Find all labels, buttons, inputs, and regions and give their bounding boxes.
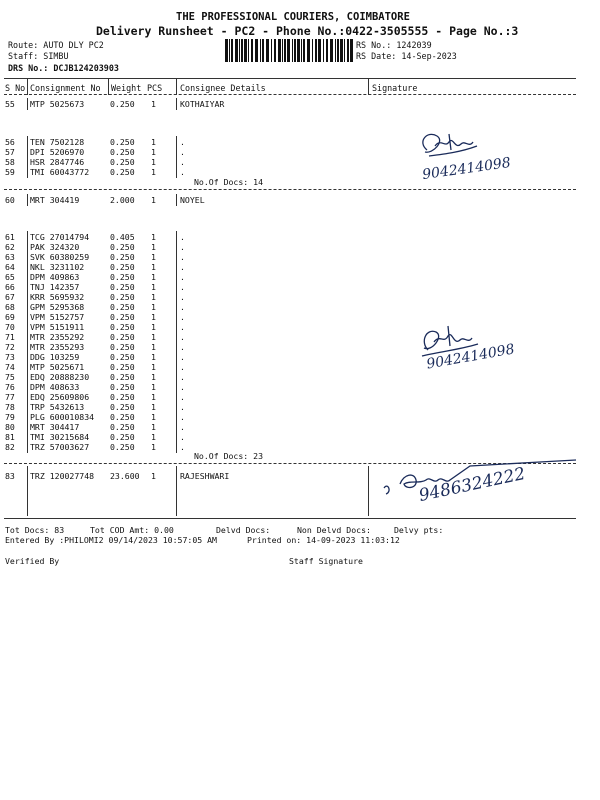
row-consignment: MRT 304417 bbox=[30, 422, 80, 432]
row-weight: 0.250 bbox=[110, 272, 135, 282]
row-weight: 0.250 bbox=[110, 167, 135, 177]
row-weight: 0.250 bbox=[110, 342, 135, 352]
row-sno: 58 bbox=[5, 157, 15, 167]
barcode-bar bbox=[248, 39, 249, 62]
entered-by: Entered By :PHILOMI2 09/14/2023 10:57:05 AM bbox=[5, 535, 217, 545]
row-consignment: MTR 2355292 bbox=[30, 332, 85, 342]
row-consignee: . bbox=[180, 282, 185, 292]
row-weight: 2.000 bbox=[110, 195, 135, 205]
barcode-bar bbox=[229, 39, 230, 62]
row-pcs: 1 bbox=[151, 352, 156, 362]
row-consignment: HSR 2847746 bbox=[30, 157, 85, 167]
row-sno: 75 bbox=[5, 372, 15, 382]
barcode-bar bbox=[323, 39, 324, 62]
row-sep bbox=[176, 466, 177, 516]
col-sep bbox=[368, 79, 369, 95]
row-sno: 76 bbox=[5, 382, 15, 392]
row-pcs: 1 bbox=[151, 99, 156, 109]
table-row bbox=[0, 195, 580, 205]
row-pcs: 1 bbox=[151, 302, 156, 312]
table-row bbox=[0, 242, 580, 252]
staff-signature: Staff Signature bbox=[289, 556, 363, 566]
row-weight: 0.250 bbox=[110, 412, 135, 422]
row-consignee: . bbox=[180, 272, 185, 282]
barcode-bar bbox=[282, 39, 283, 62]
row-consignee: . bbox=[180, 392, 185, 402]
header-bottom-rule bbox=[4, 94, 576, 95]
barcode-bar bbox=[231, 39, 233, 62]
row-sno: 77 bbox=[5, 392, 15, 402]
header-top-rule bbox=[4, 78, 576, 79]
row-consignment: TEN 7502128 bbox=[30, 137, 85, 147]
table-row bbox=[0, 442, 580, 452]
row-pcs: 1 bbox=[151, 195, 156, 205]
row-weight: 0.250 bbox=[110, 147, 135, 157]
row-weight: 0.250 bbox=[110, 332, 135, 342]
row-consignee: KOTHAIYAR bbox=[180, 99, 225, 109]
barcode-bar bbox=[297, 39, 300, 62]
row-consignment: NKL 3231102 bbox=[30, 262, 85, 272]
row-pcs: 1 bbox=[151, 322, 156, 332]
table-row bbox=[0, 412, 580, 422]
row-consignment: MRT 304419 bbox=[30, 195, 80, 205]
table-row bbox=[0, 312, 580, 322]
barcode-bar bbox=[244, 39, 247, 62]
row-sno: 62 bbox=[5, 242, 15, 252]
table-row bbox=[0, 99, 580, 109]
docs-count: No.Of Docs: 23 bbox=[194, 451, 264, 461]
row-pcs: 1 bbox=[151, 137, 156, 147]
barcode-bar bbox=[350, 39, 353, 62]
row-sep bbox=[176, 194, 177, 206]
non-delivered-docs: Non Delvd Docs: bbox=[297, 525, 371, 535]
row-sno: 56 bbox=[5, 137, 15, 147]
col-sep bbox=[27, 79, 28, 95]
row-pcs: 1 bbox=[151, 392, 156, 402]
row-pcs: 1 bbox=[151, 167, 156, 177]
row-sep bbox=[176, 231, 177, 453]
row-weight: 0.250 bbox=[110, 362, 135, 372]
row-sep bbox=[368, 466, 369, 516]
barcode-bar bbox=[262, 39, 264, 62]
barcode-bar bbox=[303, 39, 305, 62]
col-consignee: Consignee Details bbox=[180, 83, 266, 93]
row-pcs: 1 bbox=[151, 402, 156, 412]
row-pcs: 1 bbox=[151, 332, 156, 342]
row-weight: 0.250 bbox=[110, 382, 135, 392]
row-sno: 79 bbox=[5, 412, 15, 422]
row-sep bbox=[27, 98, 28, 110]
row-pcs: 1 bbox=[151, 422, 156, 432]
rs-date: RS Date: 14-Sep-2023 bbox=[356, 51, 457, 61]
row-consignment: DPM 409863 bbox=[30, 272, 80, 282]
row-consignment: TRZ 120027748 bbox=[30, 471, 95, 481]
row-pcs: 1 bbox=[151, 147, 156, 157]
barcode-bar bbox=[241, 39, 243, 62]
row-sno: 67 bbox=[5, 292, 15, 302]
row-consignment: EDQ 25609806 bbox=[30, 392, 90, 402]
row-pcs: 1 bbox=[151, 272, 156, 282]
total-docs: Tot Docs: 83 bbox=[5, 525, 65, 535]
row-sep bbox=[27, 231, 28, 453]
row-weight: 0.250 bbox=[110, 99, 135, 109]
barcode-bar bbox=[278, 39, 281, 62]
table-row bbox=[0, 382, 580, 392]
row-pcs: 1 bbox=[151, 312, 156, 322]
table-row bbox=[0, 302, 580, 312]
row-weight: 0.250 bbox=[110, 302, 135, 312]
row-sno: 81 bbox=[5, 432, 15, 442]
row-sep bbox=[27, 466, 28, 516]
signature-number: 9486324222 bbox=[417, 463, 528, 507]
rs-number: RS No.: 1242039 bbox=[356, 40, 432, 50]
row-consignment: MTP 5025673 bbox=[30, 99, 85, 109]
barcode-bar bbox=[301, 39, 302, 62]
row-consignment: DPI 5206970 bbox=[30, 147, 85, 157]
row-weight: 0.250 bbox=[110, 312, 135, 322]
table-row bbox=[0, 252, 580, 262]
row-weight: 0.250 bbox=[110, 402, 135, 412]
row-weight: 0.250 bbox=[110, 282, 135, 292]
row-sno: 72 bbox=[5, 342, 15, 352]
row-weight: 0.250 bbox=[110, 372, 135, 382]
col-sep bbox=[176, 79, 177, 95]
barcode-bar bbox=[266, 39, 269, 62]
table-row bbox=[0, 232, 580, 242]
row-sno: 82 bbox=[5, 442, 15, 452]
row-consignment: KRR 5695932 bbox=[30, 292, 85, 302]
row-pcs: 1 bbox=[151, 382, 156, 392]
table-row bbox=[0, 402, 580, 412]
row-consignee: . bbox=[180, 312, 185, 322]
row-sno: 57 bbox=[5, 147, 15, 157]
row-consignee: . bbox=[180, 342, 185, 352]
row-consignee: NOYEL bbox=[180, 195, 205, 205]
row-sno: 66 bbox=[5, 282, 15, 292]
verified-by: Verified By bbox=[5, 556, 60, 566]
row-weight: 0.250 bbox=[110, 432, 135, 442]
row-sno: 71 bbox=[5, 332, 15, 342]
barcode-bar bbox=[294, 39, 296, 62]
row-consignment: TRP 5432613 bbox=[30, 402, 85, 412]
row-consignee: . bbox=[180, 332, 185, 342]
barcode-bar bbox=[335, 39, 336, 62]
delivered-docs: Delvd Docs: bbox=[216, 525, 271, 535]
row-weight: 0.250 bbox=[110, 392, 135, 402]
total-cod: Tot COD Amt: 0.00 bbox=[90, 525, 174, 535]
barcode-bar bbox=[225, 39, 228, 62]
barcode-bar bbox=[330, 39, 333, 62]
row-weight: 0.250 bbox=[110, 157, 135, 167]
row-pcs: 1 bbox=[151, 292, 156, 302]
row-sep bbox=[176, 136, 177, 178]
barcode-bar bbox=[239, 39, 240, 62]
row-consignment: TNJ 142357 bbox=[30, 282, 80, 292]
row-consignment: TCG 27014794 bbox=[30, 232, 90, 242]
barcode-bar bbox=[274, 39, 276, 62]
row-sno: 69 bbox=[5, 312, 15, 322]
row-weight: 0.250 bbox=[110, 262, 135, 272]
row-consignee: RAJESHWARI bbox=[180, 471, 230, 481]
row-consignment: VPM 5152757 bbox=[30, 312, 85, 322]
row-consignment: VPM 5151911 bbox=[30, 322, 85, 332]
row-consignment: DPM 408633 bbox=[30, 382, 80, 392]
barcode-bar bbox=[255, 39, 258, 62]
row-weight: 0.250 bbox=[110, 242, 135, 252]
row-consignee: . bbox=[180, 167, 185, 177]
table-row bbox=[0, 262, 580, 272]
row-sno: 64 bbox=[5, 262, 15, 272]
delivery-points: Delvy pts: bbox=[394, 525, 444, 535]
col-signature: Signature bbox=[372, 83, 418, 93]
barcode-bar bbox=[235, 39, 238, 62]
route: Route: AUTO DLY PC2 bbox=[8, 40, 104, 50]
row-consignee: . bbox=[180, 442, 185, 452]
footer-top-rule bbox=[4, 518, 576, 519]
row-sep bbox=[27, 136, 28, 178]
barcode-bar bbox=[318, 39, 321, 62]
signature-number: 9042414098 bbox=[425, 341, 516, 373]
table-row bbox=[0, 422, 580, 432]
row-sep bbox=[176, 98, 177, 110]
row-consignment: TMI 30215684 bbox=[30, 432, 90, 442]
row-consignment: MTP 5025671 bbox=[30, 362, 85, 372]
table-row bbox=[0, 392, 580, 402]
row-weight: 0.250 bbox=[110, 322, 135, 332]
barcode-bar bbox=[260, 39, 261, 62]
barcode-bar bbox=[287, 39, 290, 62]
row-pcs: 1 bbox=[151, 282, 156, 292]
row-weight: 0.250 bbox=[110, 352, 135, 362]
row-sno: 60 bbox=[5, 195, 15, 205]
barcode-bar bbox=[284, 39, 286, 62]
barcode-bar bbox=[315, 39, 317, 62]
row-sno: 65 bbox=[5, 272, 15, 282]
row-consignee: . bbox=[180, 422, 185, 432]
row-weight: 0.250 bbox=[110, 292, 135, 302]
staff: Staff: SIMBU bbox=[8, 51, 69, 61]
row-consignee: . bbox=[180, 382, 185, 392]
row-consignment: SVK 60380259 bbox=[30, 252, 90, 262]
col-weight: Weight bbox=[111, 83, 142, 93]
drs-number: DRS No.: DCJB124203903 bbox=[8, 63, 119, 73]
runsheet-subtitle: Delivery Runsheet - PC2 - Phone No.:0422-3505555 - Page No.:3 bbox=[96, 24, 519, 38]
row-consignee: . bbox=[180, 242, 185, 252]
row-sep bbox=[27, 194, 28, 206]
row-consignee: . bbox=[180, 252, 185, 262]
row-sno: 74 bbox=[5, 362, 15, 372]
row-consignment: TRZ 57003627 bbox=[30, 442, 90, 452]
row-consignment: DDG 103259 bbox=[30, 352, 80, 362]
barcode-icon bbox=[225, 39, 353, 62]
row-pcs: 1 bbox=[151, 442, 156, 452]
col-pcs: PCS bbox=[147, 83, 163, 93]
barcode-bar bbox=[340, 39, 343, 62]
row-consignee: . bbox=[180, 432, 185, 442]
row-pcs: 1 bbox=[151, 412, 156, 422]
col-consignment: Consignment No bbox=[30, 83, 101, 93]
row-consignee: . bbox=[180, 412, 185, 422]
row-consignee: . bbox=[180, 372, 185, 382]
col-sep bbox=[108, 79, 109, 95]
row-pcs: 1 bbox=[151, 372, 156, 382]
row-weight: 23.600 bbox=[110, 471, 140, 481]
barcode-bar bbox=[251, 39, 253, 62]
row-weight: 0.250 bbox=[110, 252, 135, 262]
row-pcs: 1 bbox=[151, 262, 156, 272]
row-pcs: 1 bbox=[151, 432, 156, 442]
table-row bbox=[0, 282, 580, 292]
barcode-bar bbox=[307, 39, 310, 62]
row-pcs: 1 bbox=[151, 471, 156, 481]
row-weight: 0.250 bbox=[110, 137, 135, 147]
row-consignment: TMI 60043772 bbox=[30, 167, 90, 177]
row-consignment: EDQ 20888230 bbox=[30, 372, 90, 382]
row-sno: 59 bbox=[5, 167, 15, 177]
row-weight: 0.405 bbox=[110, 232, 135, 242]
row-consignee: . bbox=[180, 137, 185, 147]
row-consignee: . bbox=[180, 352, 185, 362]
row-sno: 70 bbox=[5, 322, 15, 332]
row-sno: 83 bbox=[5, 471, 15, 481]
row-sno: 63 bbox=[5, 252, 15, 262]
row-consignee: . bbox=[180, 292, 185, 302]
barcode-bar bbox=[347, 39, 349, 62]
row-consignee: . bbox=[180, 262, 185, 272]
row-consignee: . bbox=[180, 147, 185, 157]
company-name: THE PROFESSIONAL COURIERS, COIMBATORE bbox=[176, 11, 410, 23]
row-sno: 61 bbox=[5, 232, 15, 242]
row-consignment: PLG 600010834 bbox=[30, 412, 95, 422]
printed-on: Printed on: 14-09-2023 11:03:12 bbox=[247, 535, 400, 545]
row-consignee: . bbox=[180, 157, 185, 167]
row-sno: 80 bbox=[5, 422, 15, 432]
row-sno: 73 bbox=[5, 352, 15, 362]
table-row bbox=[0, 432, 580, 442]
row-consignee: . bbox=[180, 362, 185, 372]
row-pcs: 1 bbox=[151, 157, 156, 167]
row-consignment: MTR 2355293 bbox=[30, 342, 85, 352]
row-consignee: . bbox=[180, 232, 185, 242]
row-pcs: 1 bbox=[151, 252, 156, 262]
barcode-bar bbox=[271, 39, 272, 62]
row-weight: 0.250 bbox=[110, 442, 135, 452]
row-consignment: PAK 324320 bbox=[30, 242, 80, 252]
row-pcs: 1 bbox=[151, 362, 156, 372]
barcode-bar bbox=[344, 39, 345, 62]
row-pcs: 1 bbox=[151, 342, 156, 352]
row-consignee: . bbox=[180, 302, 185, 312]
barcode-bar bbox=[312, 39, 313, 62]
table-row bbox=[0, 292, 580, 302]
row-sno: 55 bbox=[5, 99, 15, 109]
row-sno: 78 bbox=[5, 402, 15, 412]
row-weight: 0.250 bbox=[110, 422, 135, 432]
signature-number: 9042414098 bbox=[421, 154, 512, 184]
barcode-bar bbox=[292, 39, 293, 62]
docs-count: No.Of Docs: 14 bbox=[194, 177, 264, 187]
table-row bbox=[0, 272, 580, 282]
row-sno: 68 bbox=[5, 302, 15, 312]
row-consignee: . bbox=[180, 402, 185, 412]
row-pcs: 1 bbox=[151, 242, 156, 252]
row-consignee: . bbox=[180, 322, 185, 332]
barcode-bar bbox=[337, 39, 339, 62]
row-consignment: GPM 5295368 bbox=[30, 302, 85, 312]
barcode-bar bbox=[326, 39, 328, 62]
row-pcs: 1 bbox=[151, 232, 156, 242]
col-sno: S No bbox=[5, 83, 26, 93]
